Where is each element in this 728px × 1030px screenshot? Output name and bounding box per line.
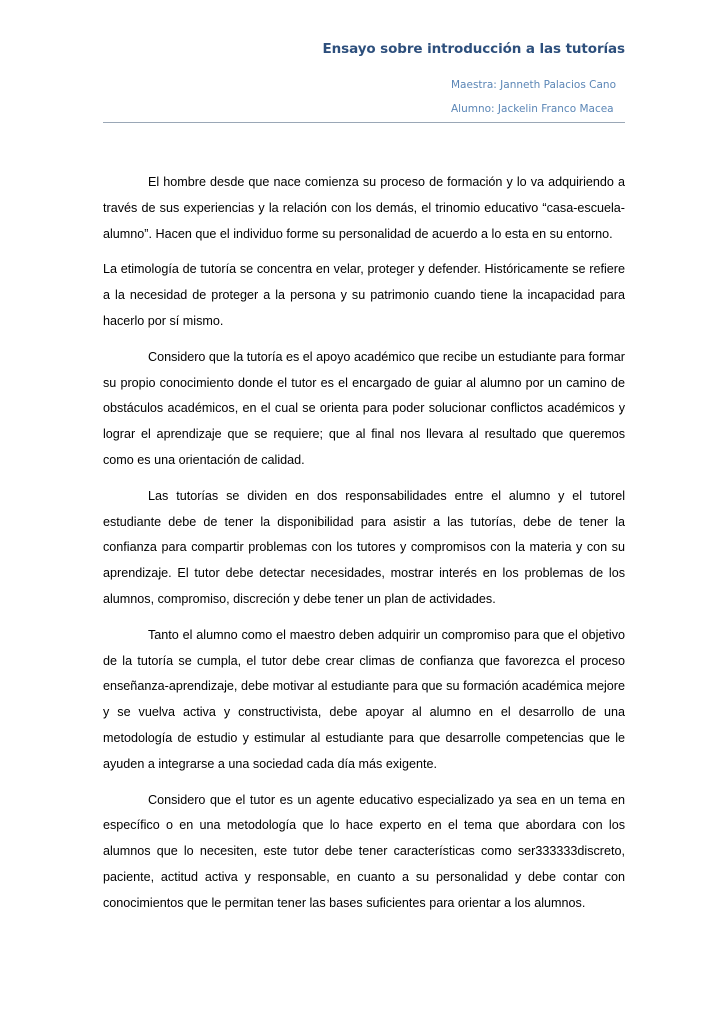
paragraph-5: Tanto el alumno como el maestro deben adquirir un compromiso para que el objetivo de la tutoría se cumpla, el tutor debe crear climas de confianza que favorezca el proceso enseñanza-aprendizaje, debe motivar al estudiante para que su formación académica mejore y se vuelva activa y constructivista, debe apoyar al alumno en el desarrollo de una metodología de estudio y estimular al estudiante para que desarrolle competencias que le ayuden a integrarse a una sociedad cada día más exigente. [103, 627, 625, 771]
essay-body [103, 170, 625, 927]
paragraph-1: El hombre desde que nace comienza su proceso de formación y lo va adquiriendo a través de sus experiencias y la relación con los demás, el trinomio educativo “casa-escuela-alumno”. Hacen que el individuo forme su personalidad de acuerdo a lo esta en su entorno. [103, 175, 625, 241]
teacher-name: Maestra: Janneth Palacios Cano [451, 79, 616, 91]
document-title: Ensayo sobre introducción a las tutorías [322, 41, 625, 57]
paragraph-2: La etimología de tutoría se concentra en velar, proteger y defender. Históricamente se refiere a la necesidad de proteger a la persona y su patrimonio cuando tiene la incapacidad para hacerlo por sí mismo. [103, 262, 625, 328]
paragraph-4: Las tutorías se dividen en dos responsabilidades entre el alumno y el tutorel estudiante debe de tener la disponibilidad para asistir a las tutorías, debe de tener la confianza para compartir problemas con los tutores y compromisos con la materia y con su aprendizaje. El tutor debe detectar necesidades, mostrar interés en los problemas de los alumnos, compromiso, discreción y debe tener un plan de actividades. [103, 488, 625, 606]
student-name: Alumno: Jackelin Franco Macea [451, 103, 614, 115]
header-divider [103, 122, 625, 123]
paragraph-3: Considero que la tutoría es el apoyo académico que recibe un estudiante para formar su propio conocimiento donde el tutor es el encargado de guiar al alumno por un camino de obstáculos académicos, en el cual se orienta para poder solucionar conflictos académicos y lograr el aprendizaje que se requiere; que al final nos llevara al resultado que queremos como es una orientación de calidad. [103, 349, 625, 467]
paragraph-6: Considero que el tutor es un agente educativo especializado ya sea en un tema en específico o en una metodología que lo hace experto en el tema que abordara con los alumnos que lo necesiten, este tutor debe tener características como ser333333discreto, paciente, actitud activa y responsable, en cuanto a su personalidad y debe contar con conocimientos que le permitan tener las bases suficientes para orientar a los alumnos. [103, 792, 625, 910]
